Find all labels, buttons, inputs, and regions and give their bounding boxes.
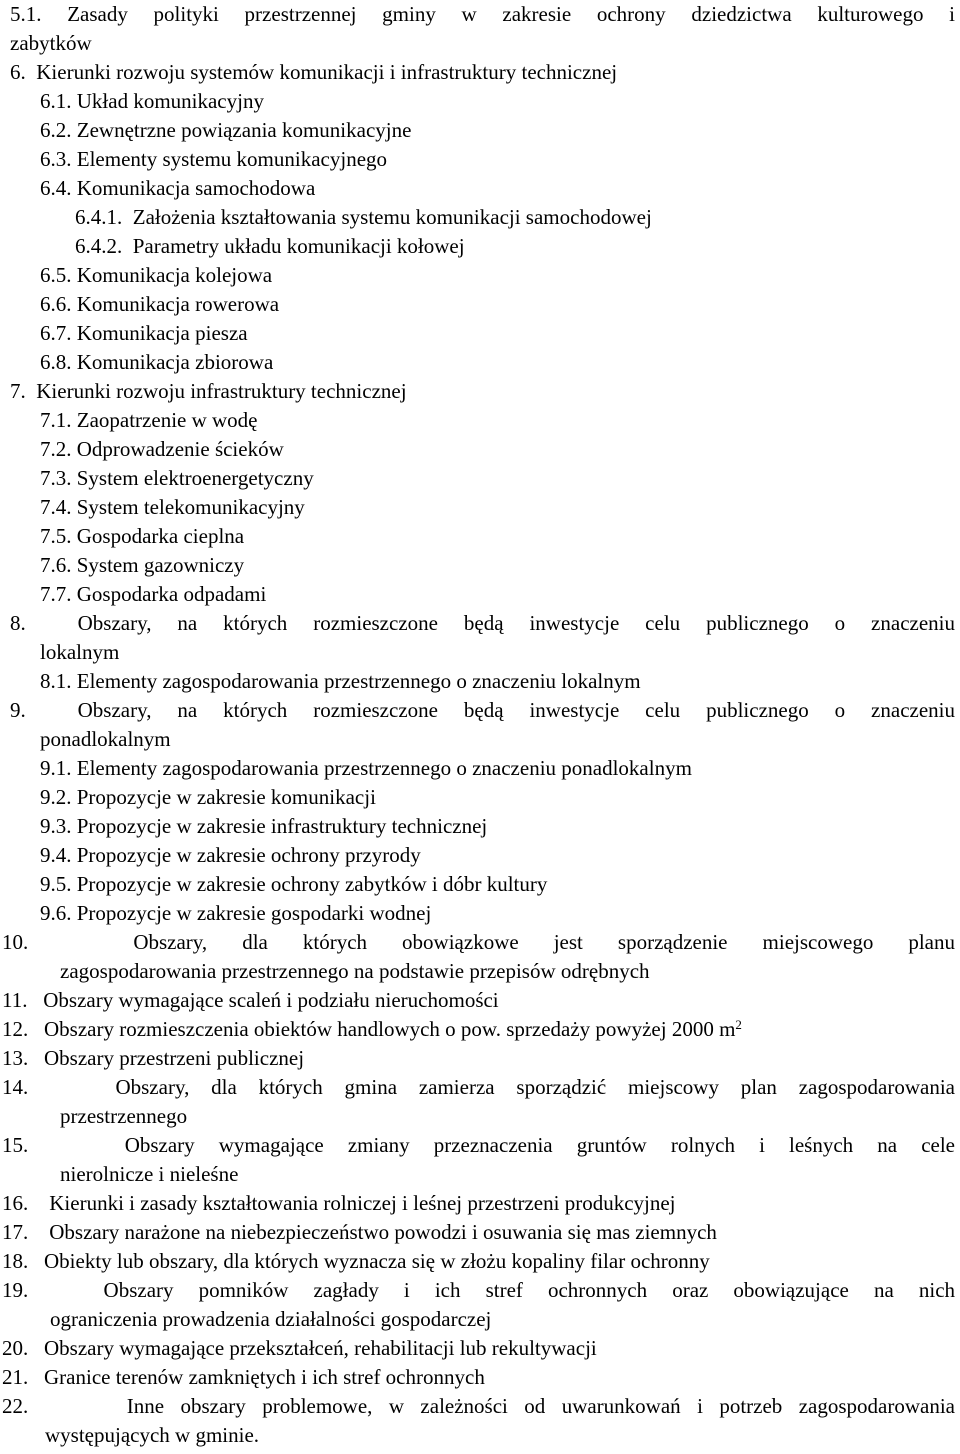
toc-entry-title [40,812,955,841]
toc-entry [40,406,955,435]
toc-entry [2,1276,955,1334]
toc-entry [2,1044,955,1073]
toc-entry-text: zagospodarowania przestrzennego na podstawie przepisów odrębnych [60,959,650,983]
toc-entry-title [10,377,955,406]
toc-entry-number: 8.1. [40,669,77,693]
toc-entry-number: 17. [2,1220,50,1244]
toc-entry-title [2,1363,955,1392]
toc-entry-title [10,0,955,29]
toc-entry-number: 6.3. [40,147,77,171]
toc-entry-text: Obszary wymagające scaleń i podziału nieruchomości [43,988,499,1012]
toc-entry [40,493,955,522]
toc-entry-title [75,232,955,261]
toc-entry-number: 6.2. [40,118,77,142]
toc-entry [40,290,955,319]
toc-entry-number: 7.4. [40,495,77,519]
toc-entry-text: ponadlokalnym [40,727,171,751]
toc-entry-title [40,551,955,580]
toc-entry [40,522,955,551]
toc-entry-text: Elementy zagospodarowania przestrzennego o znaczeniu ponadlokalnym [76,756,692,780]
toc-entry-text: Obszary, dla których obowiązkowe jest sporządzenie miejscowego planu [133,930,956,954]
toc-entry [2,1189,955,1218]
toc-entry-number: 9.5. [40,872,77,896]
toc-entry-number: 6.7. [40,321,77,345]
toc-entry [10,696,955,754]
toc-entry-text: Propozycje w zakresie ochrony zabytków i dóbr kultury [76,872,548,896]
toc-entry-title [2,1218,955,1247]
toc-entry-number: 12. [2,1017,44,1041]
toc-entry-text: Komunikacja piesza [76,321,248,345]
toc-entry-text: Gospodarka cieplna [76,524,245,548]
toc-entry-title [40,493,955,522]
toc-entry-continuation [10,638,955,667]
toc-entry-number: 20. [2,1336,44,1360]
toc-entry-continuation [2,1305,955,1334]
toc-entry-title [40,580,955,609]
toc-entry-number: 9.3. [40,814,77,838]
toc-entry [10,377,955,406]
toc-entry-number: 15. [2,1133,125,1157]
toc-entry-title [2,1392,955,1421]
toc-entry-title [40,290,955,319]
toc-entry-text: Kierunki rozwoju infrastruktury technicznej [36,379,407,403]
toc-entry-text: ograniczenia prowadzenia działalności gospodarczej [50,1307,492,1331]
toc-entry-text: Układ komunikacyjny [76,89,264,113]
toc-entry-title [2,1131,955,1160]
toc-entry-text: Założenia kształtowania systemu komunikacji samochodowej [132,205,652,229]
toc-entry-text: przestrzennego [60,1104,188,1128]
toc-entry-title [2,1247,955,1276]
toc-entry [40,551,955,580]
toc-entry-number: 9. [10,698,78,722]
toc-entry-text: Propozycje w zakresie ochrony przyrody [76,843,421,867]
toc-entry-number: 6.6. [40,292,77,316]
toc-entry-continuation [2,1421,955,1450]
toc-entry-number: 10. [2,930,134,954]
toc-entry [40,841,955,870]
toc-entry [75,203,955,232]
toc-entry-number: 19. [2,1278,104,1302]
toc-entry [10,58,955,87]
toc-entry-text: System telekomunikacyjny [76,495,305,519]
toc-entry-text: Inne obszary problemowe, w zależności od uwarunkowań i potrzeb zagospodarowania [126,1394,955,1418]
toc-entry-text: Obszary, na których rozmieszczone będą inwestycje celu publicznego o znaczeniu [77,611,955,635]
toc-entry-text: Obszary pomników zagłady i ich stref ochronnych oraz obowiązujące na nich [103,1278,956,1302]
toc-entry-number: 5.1. [10,2,68,26]
toc-entry-text: Propozycje w zakresie gospodarki wodnej [76,901,432,925]
toc-entry-number: 13. [2,1046,44,1070]
toc-entry [40,870,955,899]
toc-entry-continuation [2,957,955,986]
toc-entry [10,0,955,58]
toc-entry [40,87,955,116]
toc-entry-title [2,986,955,1015]
toc-entry-number: 9.1. [40,756,77,780]
toc-entry-number: 7.1. [40,408,77,432]
toc-entry-text: Kierunki i zasady kształtowania rolniczej i leśnej przestrzeni produkcyjnej [49,1191,676,1215]
toc-entry-number: 9.6. [40,901,77,925]
toc-entry-text: Propozycje w zakresie komunikacji [76,785,376,809]
toc-entry [2,1073,955,1131]
toc-entry-text: Obszary, dla których gmina zamierza sporządzić miejscowy plan zagospodarowania [115,1075,956,1099]
toc-entry [40,261,955,290]
toc-entry-title [40,841,955,870]
superscript: 2 [735,1017,742,1032]
toc-entry-number: 7.7. [40,582,77,606]
toc-entry-title [75,203,955,232]
toc-entry-text: Obszary narażone na niebezpieczeństwo powodzi i osuwania się mas ziemnych [49,1220,717,1244]
toc-entry-title [10,696,955,725]
toc-entry [40,174,955,203]
toc-entry-text: Komunikacja rowerowa [76,292,280,316]
toc-entry [2,1363,955,1392]
toc-entry-number: 8. [10,611,78,635]
toc-entry [2,1131,955,1189]
toc-entry-title [2,1015,955,1044]
toc-entry-continuation [10,725,955,754]
toc-entry-title [40,522,955,551]
toc-entry-text: Kierunki rozwoju systemów komunikacji i infrastruktury technicznej [36,60,618,84]
toc-entry-text: Odprowadzenie ścieków [76,437,284,461]
toc-entry-text: Elementy zagospodarowania przestrzennego o znaczeniu lokalnym [76,669,641,693]
toc-entry [2,928,955,986]
toc-entry-text: Parametry układu komunikacji kołowej [132,234,465,258]
toc-entry-text: System gazowniczy [76,553,245,577]
toc-entry-text: Obszary przestrzeni publicznej [44,1046,305,1070]
toc-entry [2,1015,955,1044]
toc-entry-text: Zewnętrzne powiązania komunikacyjne [76,118,412,142]
toc-entry-continuation [2,1160,955,1189]
toc-entry-title [2,1073,955,1102]
toc-entry-text: Zaopatrzenie w wodę [76,408,258,432]
toc-entry [40,667,955,696]
toc-entry-number: 16. [2,1191,50,1215]
toc-entry-number: 7.5. [40,524,77,548]
toc-entry [40,754,955,783]
toc-entry-number: 6.8. [40,350,77,374]
toc-entry-number: 6.4.2. [75,234,133,258]
toc-entry-number: 6.5. [40,263,77,287]
toc-entry-number: 11. [2,988,44,1012]
toc-entry-number: 7. [10,379,37,403]
toc-entry-text: lokalnym [40,640,120,664]
toc-entry [40,348,955,377]
toc-entry [40,580,955,609]
toc-entry-number: 14. [2,1075,116,1099]
toc-entry-title [40,754,955,783]
toc-entry-number: 7.2. [40,437,77,461]
toc-entry-title [40,145,955,174]
toc-entry-text: Obszary, na których rozmieszczone będą inwestycje celu publicznego o znaczeniu [77,698,955,722]
toc-entry-title [10,58,955,87]
toc-entry-text: Komunikacja zbiorowa [76,350,274,374]
toc-entry-number: 6. [10,60,37,84]
toc-entry-title [2,1276,955,1305]
toc-entry-title [40,116,955,145]
toc-entry-text: Obszary wymagające przekształceń, rehabilitacji lub rekultywacji [44,1336,597,1360]
toc-entry-number: 9.2. [40,785,77,809]
toc-entry [40,319,955,348]
toc-entry [40,464,955,493]
toc-entry-text: Gospodarka odpadami [76,582,267,606]
toc-entry-title [2,1189,955,1218]
toc-entry [10,609,955,667]
toc-entry [40,812,955,841]
toc-entry [2,986,955,1015]
toc-entry-text: Obszary wymagające zmiany przeznaczenia gruntów rolnych i leśnych na cele [124,1133,956,1157]
toc-entry [40,435,955,464]
toc-entry-title [40,87,955,116]
toc-entry-text: występujących w gminie. [45,1423,260,1447]
toc-entry-number: 7.6. [40,553,77,577]
toc-entry-text: nierolnicze i nieleśne [60,1162,239,1186]
toc-entry-number: 21. [2,1365,44,1389]
toc-entry-title [40,406,955,435]
toc-entry-title [2,1334,955,1363]
toc-entry-number: 6.1. [40,89,77,113]
toc-entry-title [40,261,955,290]
toc-entry-title [40,464,955,493]
toc-entry-number: 9.4. [40,843,77,867]
toc-entry-title [40,348,955,377]
toc-entry-number: 6.4.1. [75,205,133,229]
toc-entry-text: Propozycje w zakresie infrastruktury technicznej [76,814,488,838]
toc-entry-text: Elementy systemu komunikacyjnego [76,147,388,171]
toc-entry-text: Obszary rozmieszczenia obiektów handlowych o pow. sprzedaży powyżej 2000 m [44,1017,736,1041]
toc-entry-continuation [10,29,955,58]
toc-entry-text: Komunikacja samochodowa [76,176,316,200]
toc-entry-number: 22. [2,1394,127,1418]
toc-entry [2,1218,955,1247]
toc-entry-title [40,319,955,348]
toc-entry-text: Zasady polityki przestrzennej gminy w zakresie ochrony dziedzictwa kulturowego i [67,2,956,26]
toc-entry-text: zabytków [10,31,92,55]
toc-entry-title [2,928,955,957]
toc-entry-title [40,899,955,928]
toc-entry [40,783,955,812]
toc-entry-text: System elektroenergetyczny [76,466,314,490]
toc-entry [2,1334,955,1363]
toc-entry-number: 6.4. [40,176,77,200]
toc-entry [40,899,955,928]
toc-entry [75,232,955,261]
toc-entry-title [40,667,955,696]
toc-entry-title [2,1044,955,1073]
toc-entry-continuation [2,1102,955,1131]
toc-entry-title [40,174,955,203]
toc-entry [2,1392,955,1450]
toc-entry-text: Granice terenów zamkniętych i ich stref ochronnych [44,1365,485,1389]
toc-entry [2,1247,955,1276]
toc-entry-number: 18. [2,1249,44,1273]
toc-entry [40,116,955,145]
toc-entry-title [40,435,955,464]
toc-entry-number: 7.3. [40,466,77,490]
toc-entry [40,145,955,174]
toc-entry-text: Komunikacja kolejowa [76,263,273,287]
toc-entry-title [10,609,955,638]
toc-entry-text: Obiekty lub obszary, dla których wyznacza się w złożu kopaliny filar ochronny [44,1249,710,1273]
toc-entry-title [40,783,955,812]
toc-entry-title [40,870,955,899]
